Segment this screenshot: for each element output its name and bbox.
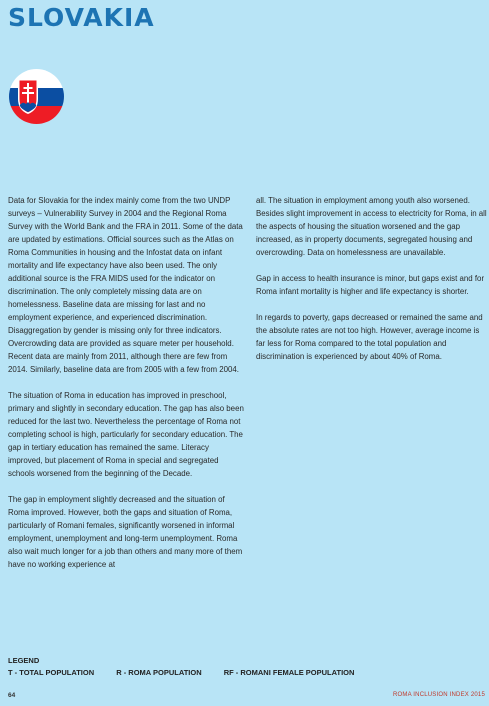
- legend-items: [8, 667, 374, 679]
- page-title: SLOVAKIA: [8, 3, 155, 32]
- page-number: 64: [8, 692, 16, 699]
- paragraph: all. The situation in employment among youth also worsened. Besides slight improvement in access to electricity for Roma, in all the aspects of housing the situation worsened and the gap increased, as in property documents, segregated housing and overcrowding. Data on homelessness are unavailable.: [256, 196, 487, 257]
- publication-title: ROMA INCLUSION INDEX 2015: [392, 692, 485, 698]
- legend-item: R - ROMA POPULATION: [116, 668, 202, 677]
- slovakia-flag-icon: [9, 69, 64, 124]
- paragraph: Gap in access to health insurance is minor, but gaps exist and for Roma infant mortality is higher and life expectancy is shorter.: [256, 274, 485, 296]
- paragraph: The gap in employment slightly decreased and the situation of Roma improved. However, both the gaps and situation of Roma, particularly of Romani females, significantly worsened in informal employment, unemployment and long-term unemployment. Roma also wait much longer for a job than others and many more of them have no working experience at: [8, 495, 243, 569]
- right-text-column: [256, 194, 487, 376]
- legend: [8, 655, 374, 679]
- paragraph: Data for Slovakia for the index mainly come from the two UNDP surveys – Vulnerability Survey in 2004 and the Regional Roma Survey with the World Bank and the FRA in 2011. Some of the data are updated by estimations. Official sources such as the Atlas on Roma Communities in housing and the Infostat data on infant mortality and life expectancy have also been used. The only additional source is the FRA MIDS used for the indicator on discrimination. The only completely missing data are on homelessness. Baseline data are missing for last and no employment experience, and experienced discrimination. Disaggregation by gender is missing only for three indicators. Overcrowding data are provided as square meter per household. Recent data are mainly from 2011, although there are few from 2014. Similarly, baseline data are from 2005 with a few from 2004.: [8, 196, 243, 374]
- paragraph: The situation of Roma in education has improved in preschool, primary and slightly in secondary education. The gap has also been reduced for the last two. Nevertheless the percentage of Roma not completing school is high, particularly for secondary education. The gap in tertiary education has remained the same. Literacy improved, but placement of Roma in special and segregated schools worsened from the beginning of the Decade.: [8, 391, 244, 478]
- paragraph: In regards to poverty, gaps decreased or remained the same and the absolute rates are not too high. However, average income is far less for Roma compared to the total population and discrimination is experienced by about 40% of Roma.: [256, 313, 483, 361]
- legend-title: LEGEND: [8, 656, 40, 665]
- legend-item: T - TOTAL POPULATION: [8, 668, 95, 677]
- legend-item: RF - ROMANI FEMALE POPULATION: [223, 668, 355, 677]
- left-text-column: [8, 194, 244, 584]
